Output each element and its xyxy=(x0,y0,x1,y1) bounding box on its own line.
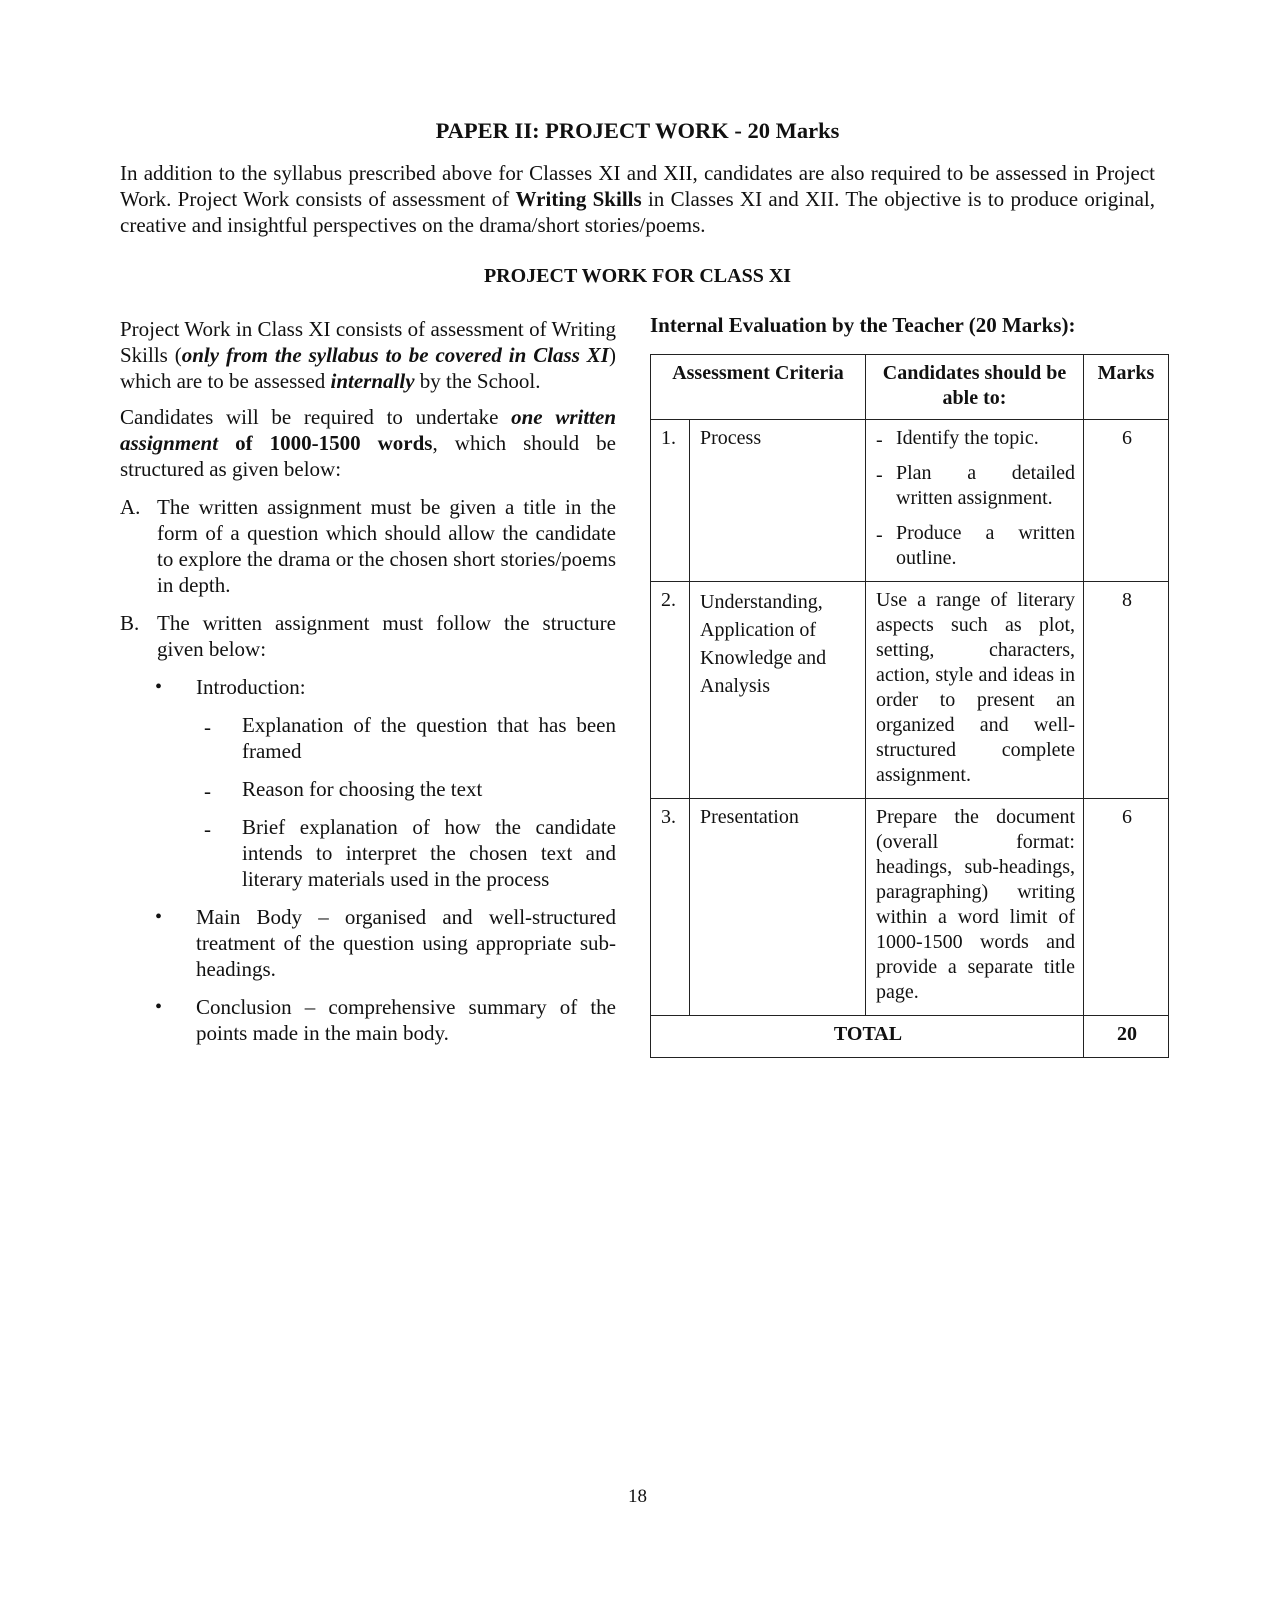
bullet-icon: • xyxy=(155,676,163,698)
row-marks: 6 xyxy=(1084,420,1169,582)
item-text: The written assignment must follow the structure given below: xyxy=(157,611,616,661)
point-text: Identify the topic. xyxy=(896,427,1039,449)
dash-item xyxy=(120,776,616,802)
total-marks: 20 xyxy=(1084,1016,1169,1058)
p2-text-a: Candidates will be required to undertake xyxy=(120,405,512,429)
bullet-conclusion xyxy=(120,994,616,1046)
dash-icon: - xyxy=(204,817,211,841)
row-number: 3. xyxy=(651,799,690,1016)
p2-bold-words: of 1000-1500 words xyxy=(218,431,433,455)
section-title: PROJECT WORK FOR CLASS XI xyxy=(483,265,792,287)
dash-text: Explanation of the question that has been framed xyxy=(242,713,616,763)
p1-emphasis-internally: internally xyxy=(330,369,415,393)
row-criteria: Understanding, Application of Knowledge and Analysis xyxy=(690,582,866,799)
dash-text: Brief explanation of how the candidate intends to interpret the chosen text and literary materials used in the process xyxy=(242,815,616,891)
bullet-text: Conclusion – comprehensive summary of the points made in the main body. xyxy=(196,995,616,1045)
bullet-text: Introduction: xyxy=(196,675,306,699)
dash-item xyxy=(120,814,616,892)
p1-text-c: ) which are to be assessed xyxy=(120,343,616,393)
row-candidates xyxy=(866,420,1084,582)
candidate-point xyxy=(876,426,1075,451)
overview-paragraph xyxy=(120,316,616,394)
list-item-b xyxy=(120,610,616,662)
table-total-row xyxy=(651,1016,1169,1058)
evaluation-table xyxy=(650,354,1169,1058)
p1-text-a: Project Work in Class XI consists of assessment of Writing Skills ( xyxy=(120,317,616,367)
row-number: 2. xyxy=(651,582,690,799)
list-item-a xyxy=(120,494,616,598)
dash-icon: - xyxy=(876,464,883,486)
total-label: TOTAL xyxy=(651,1016,1084,1058)
bullet-text: Main Body – organised and well-structured treatment of the question using appropriate sub-headings. xyxy=(196,905,616,981)
bullet-icon: • xyxy=(155,906,163,928)
table-heading: Internal Evaluation by the Teacher (20 Marks): xyxy=(650,313,1076,337)
row-marks: 8 xyxy=(1084,582,1169,799)
row-number: 1. xyxy=(651,420,690,582)
p1-emphasis-syllabus: only from the syllabus to be covered in Class XI xyxy=(181,343,609,367)
p1-text-e: by the School. xyxy=(414,369,541,393)
bullet-introduction xyxy=(120,674,616,700)
p2-emphasis-assignment: one written assignment xyxy=(120,405,616,455)
dash-icon: - xyxy=(876,524,883,546)
item-text: The written assignment must be given a title in the form of a question which should allow the candidate to explore the drama or the chosen short stories/poems in depth. xyxy=(157,495,616,597)
dash-icon: - xyxy=(204,715,211,739)
row-candidates: Use a range of literary aspects such as plot, setting, characters, action, style and ideas in order to present an organized and well-structured complete assignment. xyxy=(866,582,1084,799)
point-text: Produce a written outline. xyxy=(896,522,1075,569)
p2-text-d: , which should be structured as given below: xyxy=(120,431,616,481)
item-letter: A. xyxy=(120,495,141,519)
dash-icon: - xyxy=(876,429,883,451)
dash-item xyxy=(120,712,616,764)
assignment-paragraph xyxy=(120,404,616,482)
left-column xyxy=(120,316,616,1046)
item-letter: B. xyxy=(120,611,140,635)
row-candidates: Prepare the document (overall format: headings, sub-headings, paragraphing) writing within a word limit of 1000-1500 words and provide a separate title page. xyxy=(866,799,1084,1016)
bullet-main-body xyxy=(120,904,616,982)
candidate-point xyxy=(876,461,1075,511)
row-criteria: Process xyxy=(690,420,866,582)
page-title: PAPER II: PROJECT WORK - 20 Marks xyxy=(435,118,840,143)
candidate-points xyxy=(876,426,1075,571)
intro-bold-writing-skills: Writing Skills xyxy=(515,187,642,211)
table-row xyxy=(651,420,1169,582)
bullet-icon: • xyxy=(155,996,163,1018)
point-text: Plan a detailed written assignment. xyxy=(896,462,1075,509)
dash-text: Reason for choosing the text xyxy=(242,777,483,801)
row-marks: 6 xyxy=(1084,799,1169,1016)
table-row xyxy=(651,582,1169,799)
header-candidates: Candidates should be able to: xyxy=(866,355,1084,420)
dash-icon: - xyxy=(204,779,211,803)
header-marks: Marks xyxy=(1084,355,1169,420)
intro-paragraph xyxy=(120,160,1155,238)
header-criteria: Assessment Criteria xyxy=(651,355,866,420)
intro-text-1: In addition to the syllabus prescribed above for Classes XI and XII, candidates are also required to be assessed in Project Work. Project Work consists of assessment of xyxy=(120,161,1155,211)
intro-text-2: in Classes XI and XII. The objective is to produce original, creative and insightful perspectives on the drama/short stories/poems. xyxy=(120,187,1155,237)
row-criteria: Presentation xyxy=(690,799,866,1016)
candidate-point xyxy=(876,521,1075,571)
table-row xyxy=(651,799,1169,1016)
page-number: 18 xyxy=(628,1486,647,1507)
table-header-row xyxy=(651,355,1169,420)
